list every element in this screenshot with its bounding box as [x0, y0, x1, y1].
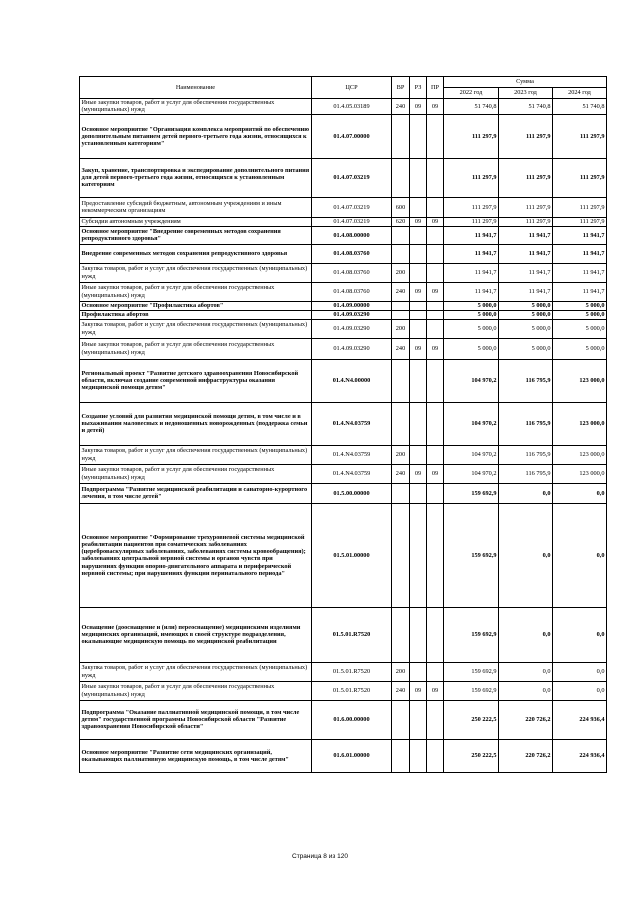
header-year-2022: 2022 год	[444, 88, 499, 99]
cell-csr: 01.4.09.03290	[312, 319, 392, 338]
cell-rz	[410, 197, 427, 217]
cell-name: Закупка товаров, работ и услуг для обеспечения государственных (муниципальных) нужд	[80, 263, 312, 282]
cell-vr	[392, 310, 410, 319]
cell-2024: 0,0	[553, 483, 607, 503]
cell-csr: 01.4.08.03760	[312, 263, 392, 282]
table-row	[80, 662, 607, 681]
cell-2023: 116 795,9	[499, 402, 553, 445]
cell-rz: 09	[410, 282, 427, 301]
cell-2023: 111 297,9	[499, 197, 553, 217]
cell-csr: 01.4.09.03290	[312, 310, 392, 319]
cell-2024: 5 000,0	[553, 338, 607, 359]
cell-pr: 09	[427, 338, 444, 359]
cell-2022: 104 970,2	[444, 359, 499, 402]
cell-pr	[427, 226, 444, 244]
cell-name: Иные закупки товаров, работ и услуг для обеспечения государственных (муниципальных) нужд	[80, 338, 312, 359]
cell-vr	[392, 301, 410, 310]
table-row	[80, 114, 607, 158]
cell-2024: 224 936,4	[553, 739, 607, 772]
cell-pr	[427, 263, 444, 282]
cell-2023: 116 795,9	[499, 445, 553, 464]
cell-rz	[410, 301, 427, 310]
cell-2023: 0,0	[499, 662, 553, 681]
cell-2023: 0,0	[499, 503, 553, 607]
cell-2022: 5 000,0	[444, 301, 499, 310]
cell-name: Иные закупки товаров, работ и услуг для обеспечения государственных (муниципальных) нужд	[80, 681, 312, 700]
table-row	[80, 197, 607, 217]
cell-2022: 5 000,0	[444, 310, 499, 319]
cell-2023: 111 297,9	[499, 158, 553, 197]
table-row	[80, 681, 607, 700]
cell-2022: 11 941,7	[444, 244, 499, 263]
cell-2024: 11 941,7	[553, 263, 607, 282]
table-row	[80, 99, 607, 115]
cell-2024: 0,0	[553, 607, 607, 662]
table-row	[80, 464, 607, 483]
cell-2022: 111 297,9	[444, 114, 499, 158]
cell-2022: 5 000,0	[444, 338, 499, 359]
cell-rz	[410, 226, 427, 244]
cell-2024: 51 740,8	[553, 99, 607, 115]
cell-csr: 01.4.07.03219	[312, 217, 392, 226]
cell-name: Предоставление субсидий бюджетным, автономным учреждениям и иным некоммерческим организациям	[80, 197, 312, 217]
cell-2023: 220 726,2	[499, 700, 553, 739]
document-page	[79, 76, 606, 773]
header-year-2023: 2023 год	[499, 88, 553, 99]
cell-vr: 620	[392, 217, 410, 226]
cell-name: Региональный проект "Развитие детского здравоохранения Новосибирской области, включая создание современной инфраструктуры оказания медицинской помощи детям"	[80, 359, 312, 402]
cell-vr: 200	[392, 662, 410, 681]
cell-csr: 01.6.01.00000	[312, 739, 392, 772]
cell-2024: 5 000,0	[553, 301, 607, 310]
cell-vr: 200	[392, 445, 410, 464]
cell-name: Оснащение (дооснащение и (или) переоснащение) медицинскими изделиями медицинских организаций, имеющих в своей структуре подразделения, оказывающие медицинскую помощь по медицинской реабилитации	[80, 607, 312, 662]
cell-2024: 5 000,0	[553, 319, 607, 338]
cell-vr	[392, 700, 410, 739]
cell-rz	[410, 700, 427, 739]
cell-csr: 01.4.N4.00000	[312, 359, 392, 402]
cell-vr	[392, 483, 410, 503]
cell-2024: 123 000,0	[553, 464, 607, 483]
cell-csr: 01.4.N4.03759	[312, 445, 392, 464]
cell-2023: 220 726,2	[499, 739, 553, 772]
cell-name: Внедрение современных методов сохранения репродуктивного здоровья	[80, 244, 312, 263]
cell-2022: 11 941,7	[444, 263, 499, 282]
cell-csr: 01.5.01.R7520	[312, 681, 392, 700]
cell-2023: 5 000,0	[499, 301, 553, 310]
cell-vr: 600	[392, 197, 410, 217]
cell-csr: 01.4.07.03219	[312, 197, 392, 217]
header-name: Наименование	[80, 77, 312, 99]
cell-rz: 09	[410, 338, 427, 359]
cell-2024: 5 000,0	[553, 310, 607, 319]
table-row	[80, 739, 607, 772]
cell-2024: 224 936,4	[553, 700, 607, 739]
cell-2024: 11 941,7	[553, 282, 607, 301]
cell-2024: 123 000,0	[553, 445, 607, 464]
cell-csr: 01.6.00.00000	[312, 700, 392, 739]
cell-2023: 116 795,9	[499, 359, 553, 402]
cell-2024: 123 000,0	[553, 359, 607, 402]
table-row	[80, 319, 607, 338]
cell-rz	[410, 607, 427, 662]
table-row	[80, 503, 607, 607]
table-row	[80, 700, 607, 739]
cell-2023: 0,0	[499, 607, 553, 662]
cell-name: Создание условий для развития медицинской помощи детям, в том числе и в выхаживании маловесных и недоношенных новорожденных (поддержка семьи и детей)	[80, 402, 312, 445]
cell-vr	[392, 739, 410, 772]
cell-name: Закупка товаров, работ и услуг для обеспечения государственных (муниципальных) нужд	[80, 445, 312, 464]
cell-csr: 01.4.N4.03759	[312, 464, 392, 483]
cell-name: Закупка товаров, работ и услуг для обеспечения государственных (муниципальных) нужд	[80, 662, 312, 681]
cell-name: Закупка товаров, работ и услуг для обеспечения государственных (муниципальных) нужд	[80, 319, 312, 338]
cell-2022: 159 692,9	[444, 607, 499, 662]
header-sum: Сумма	[444, 77, 607, 88]
cell-pr	[427, 197, 444, 217]
cell-2022: 5 000,0	[444, 319, 499, 338]
cell-pr	[427, 114, 444, 158]
cell-vr	[392, 226, 410, 244]
cell-pr: 09	[427, 99, 444, 115]
cell-2024: 111 297,9	[553, 197, 607, 217]
cell-pr	[427, 319, 444, 338]
cell-2023: 5 000,0	[499, 310, 553, 319]
cell-rz: 09	[410, 99, 427, 115]
header-vr: ВР	[392, 77, 410, 99]
cell-rz	[410, 114, 427, 158]
table-row	[80, 263, 607, 282]
cell-name: Основное мероприятие "Развитие сети медицинских организаций, оказывающих паллиативную медицинскую помощь, в том числе детям"	[80, 739, 312, 772]
cell-vr: 240	[392, 464, 410, 483]
cell-csr: 01.5.01.R7520	[312, 662, 392, 681]
header-rz: РЗ	[410, 77, 427, 99]
budget-table	[79, 76, 607, 773]
table-row	[80, 607, 607, 662]
cell-2022: 159 692,9	[444, 483, 499, 503]
cell-name: Основное мероприятие "Внедрение современных методов сохранения репродуктивного здоровья"	[80, 226, 312, 244]
cell-csr: 01.4.07.00000	[312, 114, 392, 158]
cell-csr: 01.4.05.03189	[312, 99, 392, 115]
cell-2022: 11 941,7	[444, 226, 499, 244]
cell-vr: 240	[392, 99, 410, 115]
cell-rz	[410, 402, 427, 445]
cell-vr: 200	[392, 319, 410, 338]
cell-2023: 5 000,0	[499, 319, 553, 338]
cell-pr	[427, 607, 444, 662]
cell-rz: 09	[410, 464, 427, 483]
table-row	[80, 226, 607, 244]
cell-2024: 0,0	[553, 503, 607, 607]
cell-2022: 11 941,7	[444, 282, 499, 301]
cell-2022: 250 222,5	[444, 739, 499, 772]
cell-pr	[427, 158, 444, 197]
cell-2022: 159 692,9	[444, 503, 499, 607]
cell-2023: 11 941,7	[499, 282, 553, 301]
cell-name: Подпрограмма "Оказание паллиативной медицинской помощи, в том числе детям" государственной программы Новосибирской области "Развитие здравоохранения Новосибирской области"	[80, 700, 312, 739]
cell-vr	[392, 359, 410, 402]
cell-pr	[427, 310, 444, 319]
cell-name: Подпрограмма "Развитие медицинской реабилитации и санаторно-курортного лечения, в том числе детей"	[80, 483, 312, 503]
cell-csr: 01.4.07.03219	[312, 158, 392, 197]
cell-csr: 01.4.N4.03759	[312, 402, 392, 445]
cell-2023: 116 795,9	[499, 464, 553, 483]
table-row	[80, 483, 607, 503]
cell-pr	[427, 739, 444, 772]
cell-pr	[427, 503, 444, 607]
cell-2022: 111 297,9	[444, 158, 499, 197]
cell-vr	[392, 114, 410, 158]
cell-2022: 51 740,8	[444, 99, 499, 115]
cell-2023: 111 297,9	[499, 217, 553, 226]
cell-rz	[410, 445, 427, 464]
cell-2024: 111 297,9	[553, 114, 607, 158]
cell-2024: 11 941,7	[553, 226, 607, 244]
cell-vr: 240	[392, 282, 410, 301]
cell-vr	[392, 158, 410, 197]
cell-2023: 0,0	[499, 483, 553, 503]
table-row	[80, 359, 607, 402]
cell-vr	[392, 503, 410, 607]
cell-vr	[392, 244, 410, 263]
cell-2024: 111 297,9	[553, 217, 607, 226]
cell-2023: 51 740,8	[499, 99, 553, 115]
cell-csr: 01.4.08.03760	[312, 244, 392, 263]
header-csr: ЦСР	[312, 77, 392, 99]
cell-2023: 11 941,7	[499, 263, 553, 282]
cell-pr: 09	[427, 681, 444, 700]
cell-2024: 123 000,0	[553, 402, 607, 445]
cell-pr	[427, 700, 444, 739]
table-row	[80, 282, 607, 301]
cell-rz	[410, 483, 427, 503]
cell-2022: 104 970,2	[444, 464, 499, 483]
cell-vr: 240	[392, 338, 410, 359]
cell-2022: 250 222,5	[444, 700, 499, 739]
table-row	[80, 301, 607, 310]
table-row	[80, 310, 607, 319]
cell-pr: 09	[427, 217, 444, 226]
cell-rz	[410, 503, 427, 607]
cell-name: Основное мероприятие "Организация комплекса мероприятий по обеспечению дополнительным питанием детей первого-третьего года жизни, относящихся к установленным категориям"	[80, 114, 312, 158]
table-row	[80, 158, 607, 197]
cell-rz	[410, 359, 427, 402]
page-footer: Страница 8 из 120	[292, 853, 348, 860]
cell-2024: 0,0	[553, 662, 607, 681]
cell-2022: 111 297,9	[444, 217, 499, 226]
cell-pr	[427, 301, 444, 310]
cell-name: Закуп, хранение, транспортировка и экспедирование дополнительного питания для детей первого-третьего года жизни, относящихся к установленным категориям	[80, 158, 312, 197]
cell-rz	[410, 263, 427, 282]
cell-pr	[427, 662, 444, 681]
cell-csr: 01.5.01.00000	[312, 503, 392, 607]
cell-2023: 11 941,7	[499, 244, 553, 263]
cell-rz	[410, 244, 427, 263]
cell-csr: 01.4.08.03760	[312, 282, 392, 301]
cell-rz	[410, 158, 427, 197]
cell-rz	[410, 310, 427, 319]
cell-name: Профилактика абортов	[80, 310, 312, 319]
cell-pr: 09	[427, 464, 444, 483]
cell-pr	[427, 483, 444, 503]
cell-csr: 01.4.09.03290	[312, 338, 392, 359]
cell-pr	[427, 244, 444, 263]
cell-2022: 104 970,2	[444, 445, 499, 464]
cell-2022: 159 692,9	[444, 681, 499, 700]
header-pr: ПР	[427, 77, 444, 99]
cell-2023: 11 941,7	[499, 226, 553, 244]
cell-rz	[410, 662, 427, 681]
table-row	[80, 244, 607, 263]
cell-2022: 111 297,9	[444, 197, 499, 217]
cell-2023: 5 000,0	[499, 338, 553, 359]
cell-csr: 01.5.01.R7520	[312, 607, 392, 662]
table-row	[80, 338, 607, 359]
cell-2024: 11 941,7	[553, 244, 607, 263]
table-row	[80, 217, 607, 226]
cell-2024: 0,0	[553, 681, 607, 700]
table-row	[80, 402, 607, 445]
cell-name: Иные закупки товаров, работ и услуг для обеспечения государственных (муниципальных) нужд	[80, 464, 312, 483]
cell-rz: 09	[410, 681, 427, 700]
cell-2022: 104 970,2	[444, 402, 499, 445]
cell-pr	[427, 359, 444, 402]
cell-2023: 111 297,9	[499, 114, 553, 158]
cell-vr: 240	[392, 681, 410, 700]
cell-csr: 01.5.00.00000	[312, 483, 392, 503]
cell-name: Основное мероприятие "Формирование трехуровневой системы медицинской реабилитации пациентов при соматических заболеваниях (цереброваскулярных заболеваниях, заболеваниях системы кровообращения); заболеваниях центральной нервной системы и органов чувств при нарушениях функции опорно-двигательного аппарата и периферической нервной системы; при нарушениях функции перинатального периода"	[80, 503, 312, 607]
cell-vr	[392, 607, 410, 662]
table-body	[80, 99, 607, 773]
cell-rz	[410, 319, 427, 338]
cell-vr	[392, 402, 410, 445]
cell-vr: 200	[392, 263, 410, 282]
cell-name: Иные закупки товаров, работ и услуг для обеспечения государственных (муниципальных) нужд	[80, 99, 312, 115]
cell-pr: 09	[427, 282, 444, 301]
header-year-2024: 2024 год	[553, 88, 607, 99]
cell-pr	[427, 445, 444, 464]
cell-csr: 01.4.08.00000	[312, 226, 392, 244]
cell-pr	[427, 402, 444, 445]
cell-rz: 09	[410, 217, 427, 226]
cell-2022: 159 692,9	[444, 662, 499, 681]
cell-name: Основное мероприятие "Профилактика абортов"	[80, 301, 312, 310]
cell-csr: 01.4.09.00000	[312, 301, 392, 310]
cell-2023: 0,0	[499, 681, 553, 700]
cell-name: Иные закупки товаров, работ и услуг для обеспечения государственных (муниципальных) нужд	[80, 282, 312, 301]
cell-rz	[410, 739, 427, 772]
cell-2024: 111 297,9	[553, 158, 607, 197]
cell-name: Субсидии автономным учреждениям	[80, 217, 312, 226]
table-row	[80, 445, 607, 464]
